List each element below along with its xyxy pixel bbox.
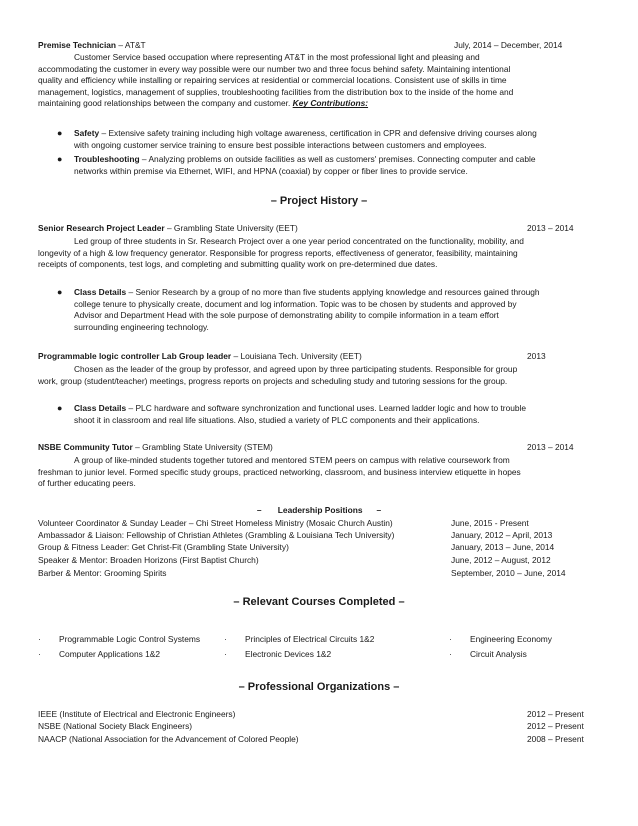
project-header (38, 351, 598, 363)
leadership-role: Volunteer Coordinator & Sunday Leader – Chi Street Homeless Ministry (Mosaic Church Austin) (38, 518, 393, 528)
project-description (38, 455, 594, 490)
bullet-label: Class Details (74, 287, 127, 297)
key-contributions-label: Key Contributions: (292, 98, 369, 109)
premise-desc-line: quality and efficiency while installing or repairing services at residential or commercial locations. Consistent use of skills in time (38, 75, 507, 86)
course-item: · Computer Applications 1&2 (38, 649, 161, 659)
project-desc-line: work, group (student/teacher) meetings, progress reports on projects and scheduling study and tutoring sessions for the group. (38, 375, 508, 386)
project-desc-line: longevity of a high & low frequency generator. Responsible for progress reports, effectiveness of generator, feasibility, maintaining (38, 247, 518, 258)
premise-desc-line: Customer Service based occupation where representing AT&T in the most professional light and pleasing and (74, 52, 480, 62)
course-marker: · (224, 649, 227, 659)
leadership-row (38, 530, 598, 542)
leadership-role: Speaker & Mentor: Broaden Horizons (First Baptist Church) (38, 555, 259, 565)
leadership-role: Ambassador & Liaison: Fellowship of Christian Athletes (Grambling & Louisiana Tech University) (38, 530, 395, 540)
course-item: · Circuit Analysis (449, 649, 527, 659)
leadership-row (38, 568, 598, 580)
organization-dates: 2008 – Present (527, 734, 584, 744)
bullet-label: Troubleshooting (74, 154, 140, 164)
organization-name: NAACP (National Association for the Advancement of Colored People) (38, 734, 299, 744)
organizations-heading: – Professional Organizations – (238, 681, 400, 693)
organization-name: IEEE (Institute of Electrical and Electronic Engineers) (38, 709, 236, 719)
organization-dates: 2012 – Present (527, 721, 584, 731)
course-marker: · (224, 634, 227, 644)
course-item: · Programmable Logic Control Systems (38, 634, 201, 644)
project-desc-line: receipts of components, test logs, and completing and submitting quality work on pre-determined due dates. (38, 259, 438, 270)
project-desc-line: Chosen as the leader of the group by professor, and agreed upon by three participating students. Responsible for group (74, 364, 518, 374)
bullet-label: Class Details (74, 403, 127, 413)
course-marker: · (449, 634, 452, 644)
organization-row (38, 709, 598, 721)
course-marker: · (38, 649, 41, 659)
bullet-icon: ● (57, 128, 63, 138)
project-title: NSBE Community Tutor (38, 442, 133, 452)
leadership-dates: June, 2012 – August, 2012 (451, 555, 551, 565)
leadership-row (38, 518, 598, 530)
bullet-label: Safety (74, 128, 100, 138)
bullet-line: – PLC hardware and software synchronization and functional uses. Learned ladder logic and how to trouble (126, 403, 527, 413)
leadership-row (38, 542, 598, 554)
bullet-line: – Senior Research by a group of no more than five students applying knowledge and resources gained through (126, 287, 540, 297)
bullet-icon: ● (57, 287, 63, 297)
project-description (38, 236, 594, 271)
bullet-icon: ● (57, 403, 63, 413)
project-org: – Louisiana Tech. University (EET) (231, 351, 362, 361)
project-desc-line: freshman to junior level. Formed specific study groups, practiced networking, classroom, and business interview etiquette in hopes (38, 466, 521, 477)
premise-dates: July, 2014 – December, 2014 (454, 40, 563, 50)
project-dates: 2013 – 2014 (527, 223, 574, 233)
project-header (38, 223, 598, 235)
organization-row (38, 734, 598, 746)
bullet-line: shoot it in classroom and real life situations. Also, studied a variety of PLC components and their applications. (74, 414, 480, 425)
course-item: · Engineering Economy (449, 634, 552, 644)
bullet-line: surrounding engineering technology. (74, 321, 209, 332)
leadership-dates: June, 2015 - Present (451, 518, 529, 528)
project-header (38, 442, 598, 454)
premise-desc-line: management, logistics, management of supplies, troubleshooting facilities from the distribution box to the inside of the home and (38, 86, 514, 97)
course-marker: · (38, 634, 41, 644)
leadership-dates: January, 2013 – June, 2014 (451, 542, 555, 552)
premise-description (38, 52, 594, 110)
premise-desc-line: maintaining good relationships between the company and customer. (38, 98, 291, 109)
bullet-line: networks within premise via Ethernet, WIFI, and HPNA (coaxial) by copper or fiber lines to provide service. (74, 165, 468, 176)
organization-dates: 2012 – Present (527, 709, 584, 719)
project-desc-line: A group of like-minded students together tutored and mentored STEM peers on campus with relative coursework from (74, 455, 510, 465)
bullet-line: – Extensive safety training including high voltage awareness, certification in CPR and defensive driving courses along (99, 128, 537, 138)
project-org: – Grambling State University (STEM) (132, 442, 273, 452)
project-org: – Grambling State University (EET) (164, 223, 298, 233)
bullet-line: college tenure to physically create, document and log information. Topic was to be chosen by students and approved by (74, 298, 517, 309)
course-item: · Electronic Devices 1&2 (224, 649, 332, 659)
leadership-role: Group & Fitness Leader: Get Christ-Fit (Grambling State University) (38, 542, 289, 552)
leadership-heading: – Leadership Positions – (256, 505, 382, 515)
leadership-dates: January, 2012 – April, 2013 (451, 530, 553, 540)
leadership-role: Barber & Mentor: Grooming Spirits (38, 568, 167, 578)
project-dates: 2013 – 2014 (527, 442, 574, 452)
bullet-icon: ● (57, 154, 63, 164)
premise-desc-line: accommodating the customer in every way possible were our number two and three focus behind safety. Maintaining intentional (38, 63, 511, 74)
project-description (38, 364, 594, 387)
course-marker: · (449, 649, 452, 659)
leadership-row (38, 555, 598, 567)
project-desc-line: of further educating peers. (38, 478, 136, 489)
project-desc-line: Led group of three students in Sr. Research Project over a one year period concentrated on the functionality, mobility, and (74, 236, 524, 246)
bullet-line: Advisor and Department Head with the sole purpose of demonstrating ability to compile information in a team effort (74, 310, 499, 321)
project-title: Senior Research Project Leader (38, 223, 165, 233)
premise-job-title: Premise Technician (38, 40, 117, 50)
bullet-line: with ongoing customer service training to ensure best possible interactions between customers and employees. (74, 139, 487, 150)
premise-job-header (38, 40, 598, 52)
leadership-dates: September, 2010 – June, 2014 (451, 568, 566, 578)
project-history-heading: – Project History – (270, 195, 368, 207)
organization-row (38, 721, 598, 733)
bullet-line: – Analyzing problems on outside facilities as well as customers' premises. Connecting computer and cable (139, 154, 536, 164)
organization-name: NSBE (National Society Black Engineers) (38, 721, 193, 731)
courses-heading: – Relevant Courses Completed – (233, 596, 405, 608)
project-title: Programmable logic controller Lab Group leader (38, 351, 232, 361)
premise-employer: – AT&T (116, 40, 146, 50)
course-item: · Principles of Electrical Circuits 1&2 (224, 634, 375, 644)
project-dates: 2013 (527, 351, 546, 361)
